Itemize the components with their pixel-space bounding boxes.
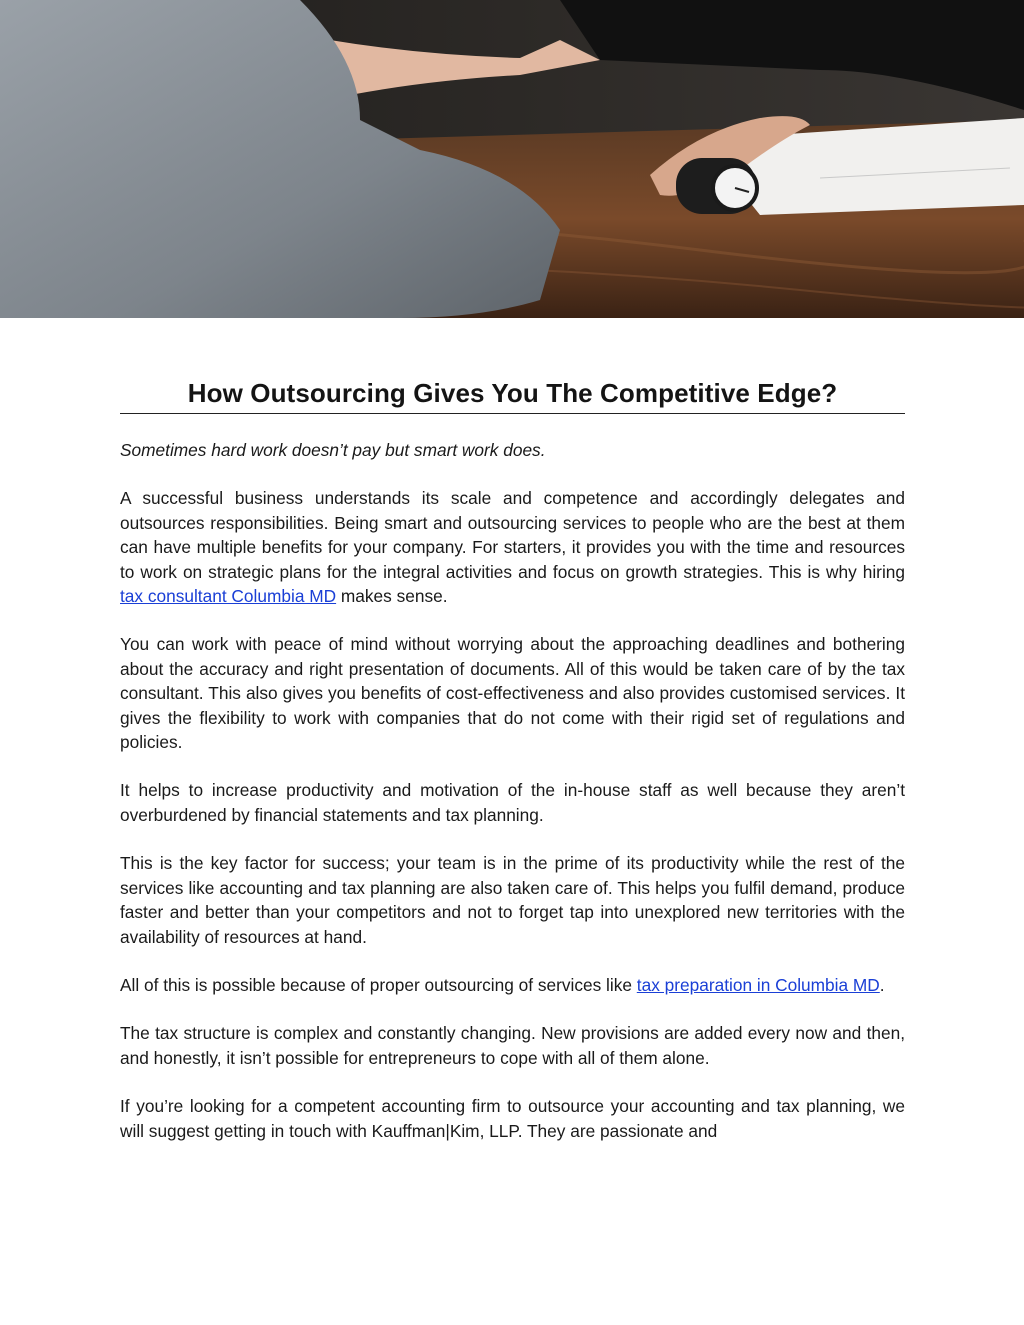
article-intro: Sometimes hard work doesn’t pay but smart work does.: [120, 440, 546, 460]
tax-consultant-link[interactable]: tax consultant Columbia MD: [120, 586, 337, 607]
paragraph-1: [120, 486, 905, 608]
article: [120, 378, 905, 1143]
paragraph-4: This is the key factor for success; your team is in the prime of its productivity while the rest of the services like accounting and tax planning are also taken care of. This helps you fulfil demand, produce faster and better than your competitors and not to forget tap into unexplored new territories with the availability of resources at hand.: [120, 853, 905, 947]
paragraph-6: The tax structure is complex and constantly changing. New provisions are added every now and then, and honestly, it isn’t possible for entrepreneurs to cope with all of them alone.: [120, 1023, 905, 1068]
paragraph-5-text-after: .: [879, 974, 885, 995]
paragraph-5: [120, 973, 905, 997]
hero-photo: [0, 0, 1024, 318]
paragraph-7: If you’re looking for a competent accounting firm to outsource your accounting and tax planning, we will suggest getting in touch with Kauffman|Kim, LLP. They are passionate and: [120, 1096, 905, 1141]
paragraph-3: It helps to increase productivity and motivation of the in-house staff as well because they aren’t overburdened by financial statements and tax planning.: [120, 780, 905, 825]
paragraph-1-text-before: A successful business understands its scale and competence and accordingly delegates and outsources responsibilities. Being smart and outsourcing services to people who are the best at them can have multiple benefits for your company. For starters, it provides you with the time and resources to work on strategic plans for the integral activities and focus on growth strategies. This is why hiring: [120, 488, 905, 582]
article-title: How Outsourcing Gives You The Competitive Edge?: [120, 378, 905, 414]
paragraph-1-text-after: makes sense.: [336, 586, 448, 607]
hero-photo-illustration: [0, 0, 1024, 318]
tax-preparation-link[interactable]: tax preparation in Columbia MD: [636, 974, 880, 995]
paragraph-5-text-before: All of this is possible because of proper outsourcing of services like: [120, 974, 637, 995]
paragraph-2: You can work with peace of mind without worrying about the approaching deadlines and bothering about the accuracy and right presentation of documents. All of this would be taken care of by the tax consultant. This also gives you benefits of cost-effectiveness and also provides customised services. It gives the flexibility to work with companies that do not come with their rigid set of regulations and policies.: [120, 634, 905, 753]
